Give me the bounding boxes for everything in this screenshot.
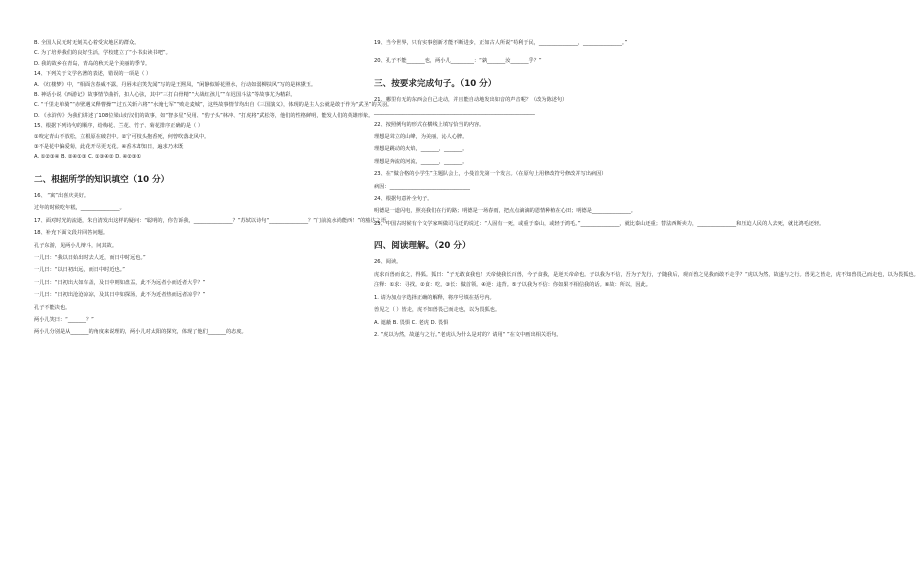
text-line: 一儿曰：“以日初出远，而日中时近也。” — [34, 267, 125, 274]
question-21: 21、哪里有无的东西会自己走动，并且能自动地发出如音的声音呢？（改为陈述句） — [374, 96, 568, 103]
text-line: 明德是一道闪电，照亮我们在行的路；明德是一场春雨，把点点滴滴的恩情种植在心田；明德是_______________。 — [374, 208, 636, 215]
text-line: B. 神话小说《西游记》故事情节曲折，扣人心弦，其中“三打白骨精”“大战红孩儿”“车迟国斗法”等故事尤为精彩。 — [34, 92, 296, 99]
question-23: 23、在“做合格的小学生”主题队会上，小曼首先第一个发言。（在原句上用修改符号修改并写出病因） — [374, 171, 607, 178]
question-16: 16、 “寓”出喜庆美好。 — [34, 192, 90, 199]
text-line: 孔子不能决也。 — [34, 304, 71, 311]
text-line: 一儿曰：“日初出大如车盖，及日中则如盘盂，此不为远者小而近者大乎？” — [34, 279, 206, 286]
question-14: 14、下列关于文学名著的表述，错误的一项是（ ） — [34, 71, 152, 78]
text-line: ①咬定青山不放松，立根原在破岩中。②宁可枝头抱香死，何曾吹落北风中。 — [34, 133, 210, 140]
answer-options: A. 遮蔽 B. 畏惧 C. 老虎 D. 畏惧 — [374, 319, 449, 326]
question-15: 15、根据下列诗句的顺序，给梅花、兰花、竹子、菊花排序正确的是（ ） — [34, 123, 204, 130]
text-line: B. 全国人民无时无刻关心着受灾地区的群众。 — [34, 40, 140, 46]
answer-line: ______________________________________________________________ — [374, 109, 535, 116]
question-24: 24、根据句意补全句子。 — [374, 196, 433, 203]
text-line: 病因：_______________________________ — [374, 183, 470, 190]
text-line: D. 《水浒传》为我们讲述了108位梁山好汉们的故事，如“智多星”吴用、“豹子头”林冲、“打虎将”武松等，他们的性格鲜明，能发人们的英雄形象。 — [34, 112, 374, 119]
sub-question-1: 1. 请为加点字选择正确的解释，将序号填在括号内。 — [374, 294, 495, 301]
text-line: C. 为了培养我们的良好生活，学校建立了“小书虫读书吧”。 — [34, 50, 171, 57]
question-17: 17、面对时光的流逝，朱自清发出这样的疑问：“聪明的，你告诉我，_______________？”苏轼以诗句“_______________？”门前流水尚能西！”的豁达之语。 — [34, 217, 392, 224]
section-2-title: 二、根据所学的知识填空（10 分） — [34, 174, 170, 185]
text-line: A. 《红楼梦》中，“相面含春威不露，丹唇未启笑先闻”写的是王熙凤，“闲静似娇花照水，行动如弱柳扶风”写的是林黛玉。 — [34, 81, 317, 88]
text-line: C. “千里走单骑”“赤壁遇义释曹操”“过五关斩六将”“水淹七军”“败走麦城”，这些故事情节均出自《三国演义》，体现的是主人公就是敢于作为“武圣”的关羽。 — [34, 102, 393, 109]
left-top-lines — [34, 38, 393, 163]
text-line: 两小儿分别是从_______的角度来说理的，两小儿对太阳的探究，体现了他们_______的态度。 — [34, 329, 247, 336]
annotation: 注释：①求：寻找。②食：吃。③长：做首领。④逆：违背。⑤子以我为不信：你如果不相信我的话。⑥故：所以，因此。 — [374, 282, 651, 289]
text-line: 一儿曰：“日初出沧沧凉凉，及其日中如探汤，此不为近者热而远者凉乎？” — [34, 292, 206, 299]
section-4-title: 四、阅读理解。（20 分） — [374, 241, 471, 252]
question-22: 22、按照例句的形式在横线上填写恰当的内容。 — [374, 121, 485, 128]
right-bottom-lines — [374, 257, 919, 340]
text-line: 理想是耸立的山峰，为美丽，沁人心脾。 — [374, 134, 468, 141]
question-26: 26、阅读。 — [374, 259, 402, 266]
text-line: 兽见之（ ）皆走，虎不知兽畏己而走也，以为畏狐也。 — [374, 307, 501, 314]
question-20: 20、孔子不能_______也，两小儿_________：“孰_______汝_______乎？” — [374, 58, 542, 65]
text-line: 两小儿笑曰：“_______？” — [34, 316, 94, 323]
sub-question-2: 2. “虎以为然，故遂与之行。”老虎认为什么是对的？请用“ ”在文中画出相关语句。 — [374, 331, 562, 338]
right-mid-lines — [374, 95, 825, 229]
question-18: 18、补充下面文段并回答问题。 — [34, 230, 109, 237]
text-line: D. 我的故乡在青岛，青岛的秋天是个美丽的季节。 — [34, 60, 151, 67]
text-line: 孔子东游，见两小儿辩斗，问其故。 — [34, 242, 118, 249]
text-line: ③不是花中偏爱菊，此花开尽更无花。④香木却知日，遍求乃未既 — [34, 144, 184, 151]
question-25: 25、中国古时候有个文学家叫做司马迁的说过：“人固有一死，或重于泰山，或轻于鸿毛。”_______________，就比泰山还重；替法西斯卖力，_______________和压迫人民的人去死，就比鸿毛还轻。 — [374, 220, 825, 227]
classical-passage: 虎求百兽而食之，得狐。狐曰：“子无敢食我也！天帝使我长百兽，今子食我，是逆天帝命也。子以我为不信，吾为子先行，子随我后，观百兽之见我而敢不走乎？”虎以为然，故遂与之行。兽见之皆走，虎不知兽畏己而走也，以为畏狐也。 — [374, 271, 919, 278]
text-line: 过年的时候吃年糕，_______________。 — [34, 205, 125, 212]
text-line: 理想是奔流的河流，_______，_______。 — [374, 158, 468, 165]
text-line: 理想是跳动的火焰，_______，_______。 — [374, 146, 468, 153]
section-3-title: 三、按要求完成句子。（10 分） — [374, 78, 497, 89]
right-column — [374, 38, 919, 342]
right-top-lines — [374, 38, 742, 67]
answer-options: A. ①②③④ B. ②④①③ C. ①③④② D. ④②③① — [34, 154, 142, 161]
text-line: 一儿曰：“我以日始出时去人近，而日中时远也。” — [34, 254, 146, 261]
question-19: 19、当今世界，只有实事创新才能不断进步，正如古人所说“苟利于民，_______________，_______________。” — [374, 40, 628, 46]
